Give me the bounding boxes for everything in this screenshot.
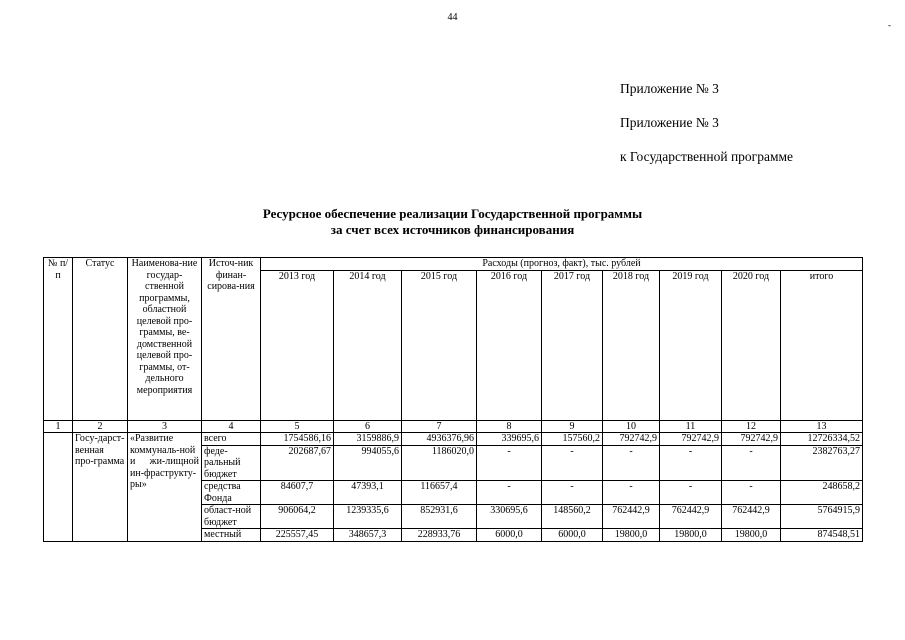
- value-cell: 228933,76: [402, 529, 477, 542]
- value-cell: -: [722, 445, 781, 481]
- program-name-cell: «Развитие коммуналь-ной и жи-лищной ин-фраструкту-ры»: [128, 433, 202, 542]
- value-cell: 1239335,6: [334, 505, 402, 529]
- status-cell: Госу-дарст-венная про-грамма: [73, 433, 128, 542]
- column-number-row: [44, 420, 863, 433]
- column-number: 12: [722, 420, 781, 433]
- value-cell: 148560,2: [542, 505, 603, 529]
- header-year: 2015 год: [402, 270, 477, 420]
- column-number: 5: [261, 420, 334, 433]
- value-cell: 6000,0: [477, 529, 542, 542]
- value-cell: 348657,3: [334, 529, 402, 542]
- column-number: 8: [477, 420, 542, 433]
- value-cell: 12726334,52: [781, 433, 863, 446]
- source-cell: област-ной бюджет: [202, 505, 261, 529]
- value-cell: 762442,9: [722, 505, 781, 529]
- value-cell: 3159886,9: [334, 433, 402, 446]
- appendix-line-2: Приложение № 3: [620, 115, 719, 130]
- title-line-2: за счет всех источников финансирования: [330, 222, 575, 237]
- column-number: 13: [781, 420, 863, 433]
- header-year: 2020 год: [722, 270, 781, 420]
- value-cell: -: [603, 481, 660, 505]
- value-cell: 5764915,9: [781, 505, 863, 529]
- value-cell: -: [542, 445, 603, 481]
- value-cell: 762442,9: [660, 505, 722, 529]
- appendix-line-1: Приложение № 3: [620, 81, 719, 96]
- value-cell: 906064,2: [261, 505, 334, 529]
- value-cell: -: [603, 445, 660, 481]
- value-cell: -: [477, 481, 542, 505]
- value-cell: 4936376,96: [402, 433, 477, 446]
- value-cell: 47393,1: [334, 481, 402, 505]
- header-source: Источ-ник финан-сирова-ния: [202, 258, 261, 421]
- appendix-line-3: к Государственной программе: [620, 149, 794, 164]
- value-cell: 1754586,16: [261, 433, 334, 446]
- column-number: 11: [660, 420, 722, 433]
- source-cell: средства Фонда: [202, 481, 261, 505]
- value-cell: 225557,45: [261, 529, 334, 542]
- value-cell: 19800,0: [603, 529, 660, 542]
- value-cell: -: [722, 481, 781, 505]
- value-cell: 202687,67: [261, 445, 334, 481]
- value-cell: 994055,6: [334, 445, 402, 481]
- source-cell: местный: [202, 529, 261, 542]
- value-cell: 2382763,27: [781, 445, 863, 481]
- column-number: 10: [603, 420, 660, 433]
- header-year: 2017 год: [542, 270, 603, 420]
- value-cell: 84607,7: [261, 481, 334, 505]
- table-row-total: [44, 433, 863, 446]
- header-num: № п/п: [44, 258, 73, 421]
- page-number: 44: [447, 12, 458, 23]
- value-cell: 19800,0: [660, 529, 722, 542]
- title-line-1: Ресурсное обеспечение реализации Государственной программы: [262, 206, 643, 221]
- value-cell: 852931,6: [402, 505, 477, 529]
- value-cell: 762442,9: [603, 505, 660, 529]
- column-number: 9: [542, 420, 603, 433]
- value-cell: 157560,2: [542, 433, 603, 446]
- header-year: 2013 год: [261, 270, 334, 420]
- value-cell: 339695,6: [477, 433, 542, 446]
- header-year: 2019 год: [660, 270, 722, 420]
- header-expenses: Расходы (прогноз, факт), тыс. рублей: [261, 258, 863, 271]
- header-program-name: Наименова-ние государ-ственной программы, областной целевой про-граммы, ве-домственной целевой про-граммы, от-дельного мероприятия: [128, 258, 202, 421]
- header-total: итого: [781, 270, 863, 420]
- document-title: [0, 206, 905, 238]
- value-cell: -: [542, 481, 603, 505]
- column-number: 3: [128, 420, 202, 433]
- value-cell: 330695,6: [477, 505, 542, 529]
- column-number: 7: [402, 420, 477, 433]
- column-number: 1: [44, 420, 73, 433]
- column-number: 6: [334, 420, 402, 433]
- resource-table: [43, 257, 863, 542]
- header-year: 2014 год: [334, 270, 402, 420]
- value-cell: -: [477, 445, 542, 481]
- value-cell: 792742,9: [603, 433, 660, 446]
- header-year: 2016 год: [477, 270, 542, 420]
- value-cell: 874548,51: [781, 529, 863, 542]
- value-cell: 792742,9: [722, 433, 781, 446]
- row-num-cell: [44, 433, 73, 542]
- value-cell: 6000,0: [542, 529, 603, 542]
- header-year: 2018 год: [603, 270, 660, 420]
- value-cell: -: [660, 445, 722, 481]
- column-number: 4: [202, 420, 261, 433]
- value-cell: 19800,0: [722, 529, 781, 542]
- source-cell: феде-ральный бюджет: [202, 445, 261, 481]
- value-cell: 1186020,0: [402, 445, 477, 481]
- value-cell: -: [660, 481, 722, 505]
- header-status: Статус: [73, 258, 128, 421]
- column-number: 2: [73, 420, 128, 433]
- corner-mark: -: [888, 20, 891, 30]
- value-cell: 248658,2: [781, 481, 863, 505]
- source-cell: всего: [202, 433, 261, 446]
- value-cell: 116657,4: [402, 481, 477, 505]
- value-cell: 792742,9: [660, 433, 722, 446]
- header-row: [44, 258, 863, 271]
